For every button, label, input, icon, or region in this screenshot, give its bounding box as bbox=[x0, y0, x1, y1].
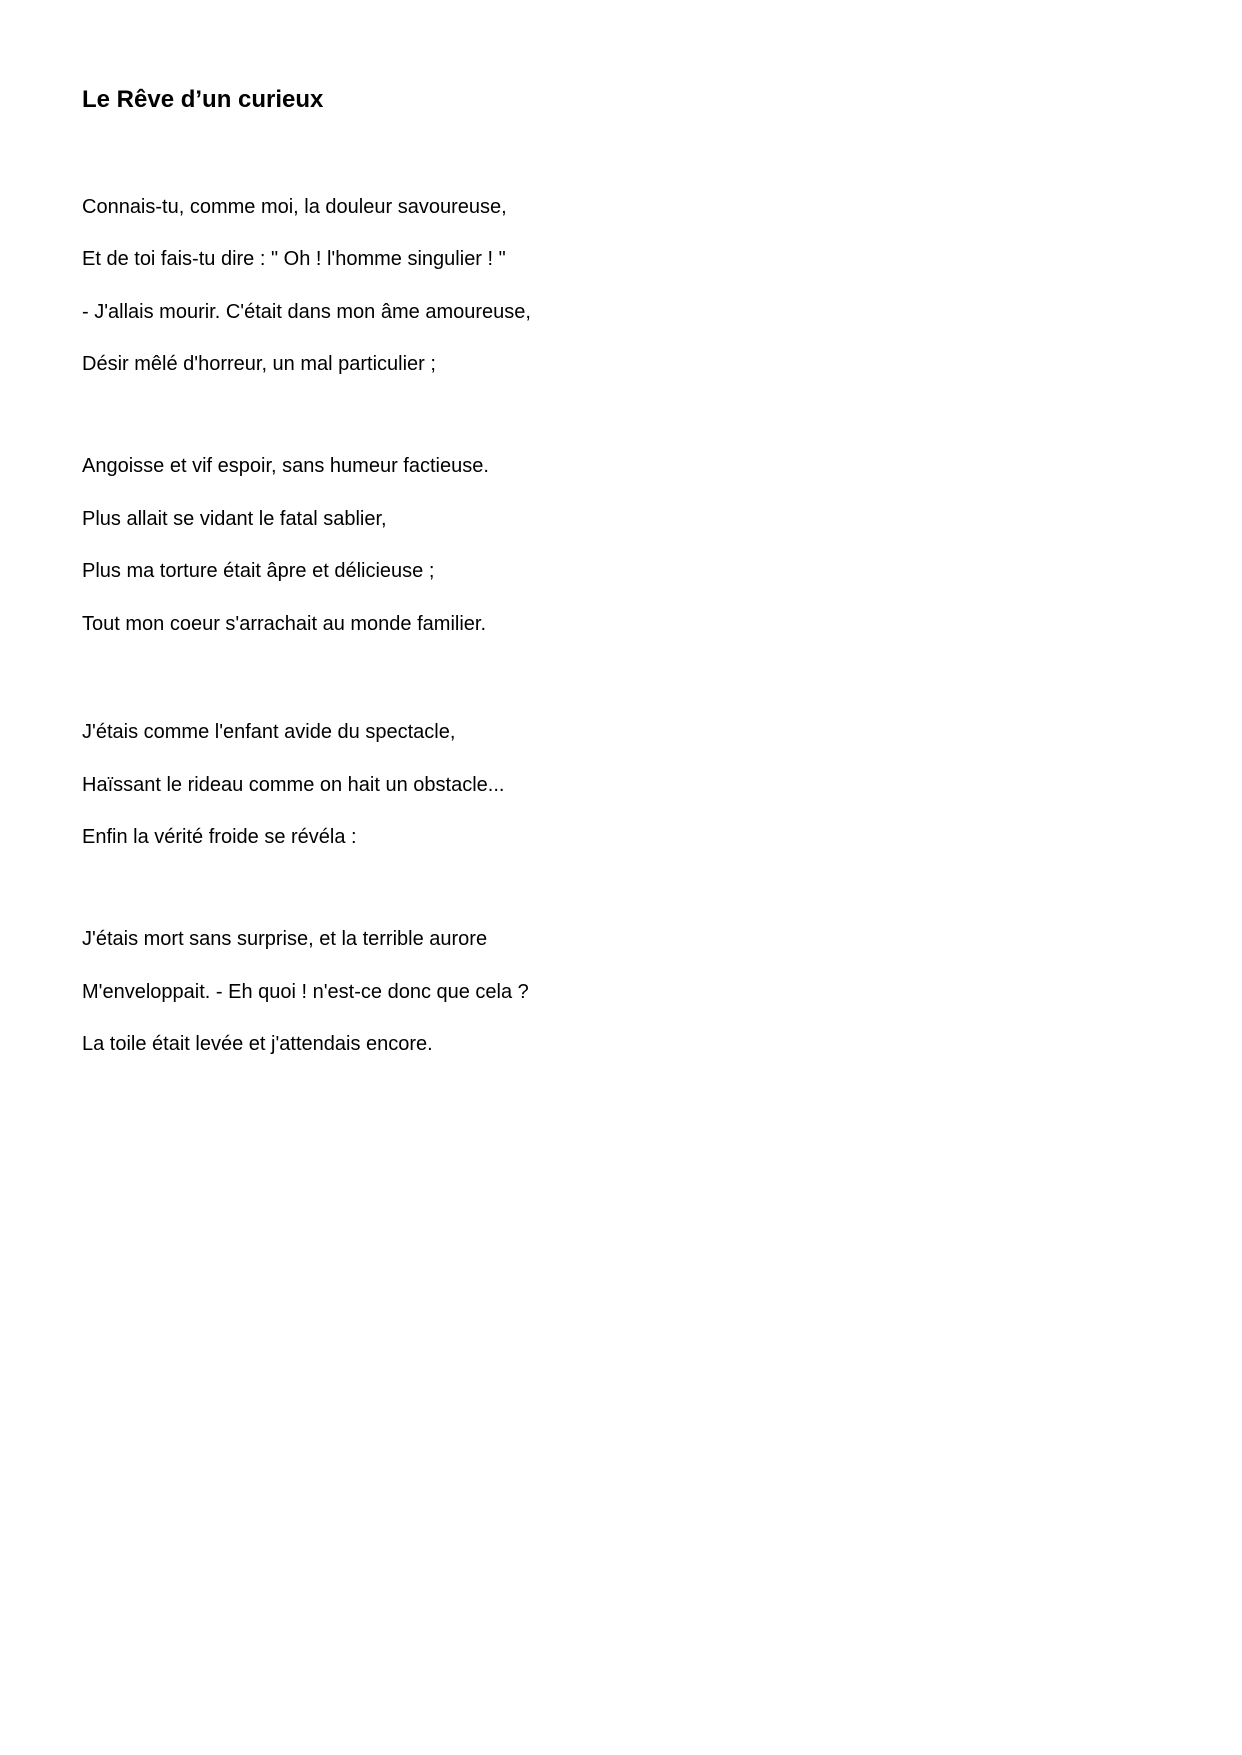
verse-line: Plus ma torture était âpre et délicieuse ; bbox=[82, 560, 435, 582]
verse-line: - J'allais mourir. C'était dans mon âme amoureuse, bbox=[82, 301, 531, 323]
verse-line: La toile était levée et j'attendais encore. bbox=[82, 1033, 433, 1055]
verse-line: Enfin la vérité froide se révéla : bbox=[82, 826, 357, 848]
verse-line: Plus allait se vidant le fatal sablier, bbox=[82, 508, 387, 530]
verse-line: Désir mêlé d'horreur, un mal particulier ; bbox=[82, 353, 436, 375]
verse-line: Et de toi fais-tu dire : " Oh ! l'homme singulier ! " bbox=[82, 248, 506, 270]
verse-line: Connais-tu, comme moi, la douleur savoureuse, bbox=[82, 196, 507, 218]
verse-line: M'enveloppait. - Eh quoi ! n'est-ce donc que cela ? bbox=[82, 981, 529, 1003]
verse-line: Haïssant le rideau comme on hait un obstacle... bbox=[82, 774, 505, 796]
verse-line: J'étais mort sans surprise, et la terrible aurore bbox=[82, 928, 488, 950]
poem-title: Le Rêve d’un curieux bbox=[82, 86, 324, 113]
verse-line: Angoisse et vif espoir, sans humeur factieuse. bbox=[82, 455, 489, 477]
verse-line: J'étais comme l'enfant avide du spectacle, bbox=[82, 721, 456, 743]
verse-line: Tout mon coeur s'arrachait au monde familier. bbox=[82, 613, 487, 635]
